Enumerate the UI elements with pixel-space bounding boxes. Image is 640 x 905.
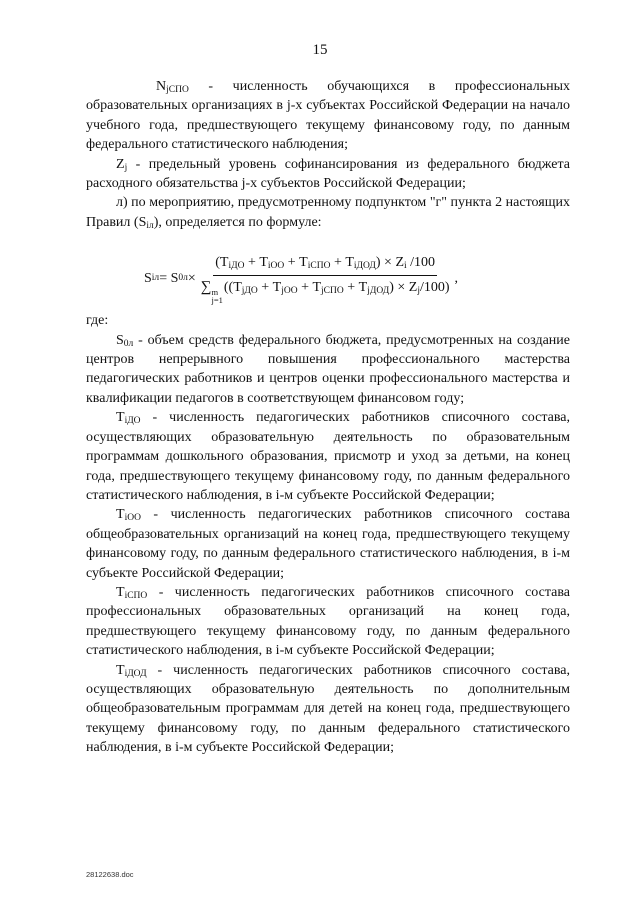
formula-fraction (199, 253, 452, 303)
definition-t-idod: $T_{iДОД}$ - численность педагогических работников списочного состава, осуществляющих образовательную деятельность по дополнительным общеобразовательным программам для детей на конец года, предшествующего текущему финансовому году, по данным федерального статистического наблюдения, в i-м субъекте Российской Федерации; (86, 662, 570, 756)
definition-n-jspo: $N_{jСПО}$ - численность обучающихся в профессиональных образовательных организациях в j-х субъектах Российской Федерации на начало учебного года, предшествующего текущему финансовому году, по данным федерального статистического наблюдения; (86, 79, 570, 153)
definition-t-ioo: $T_{iОО}$ - численность педагогических работников списочного состава общеобразовательных организаций на конец года, предшествующего текущему финансовому году, по данным федерального статистического наблюдения, в i-м субъекте Российской Федерации; (86, 507, 570, 581)
formula: S iл = S 0л × $(T_{iДО} + T_{iОО} + T_{iСПО} + T_{iДОД}) \times Z_i$ /100 ∑ m j=1 $((T_{jДО} + T_{jОО} + T_{jСПО} + T_{jДОД}) \times Z_j/100)$ , (144, 255, 459, 305)
formula-numerator: $(T_{iДО} + T_{iОО} + T_{iСПО} + T_{iДОД}) \times Z_i$ /100 (213, 253, 437, 275)
definition-s0: $S_{0л}$ - объем средств федерального бюджета, предусмотренных на создание центров непрерывного повышения профессионального мастерства педагогических работников и центров оценки профессионального мастерства и квалификации педагогов в соответствующем финансовом году; (86, 332, 570, 406)
where-label: где: (86, 313, 109, 329)
paragraph-l: л) по мероприятию, предусмотренному подпунктом "г" пункта 2 настоящих Правил $(S_{iл})$, определяется по формуле: (86, 195, 570, 231)
definition-t-ido: $T_{iДО}$ - численность педагогических работников списочного состава, осуществляющих образовательную деятельность по образовательным программам дошкольного образования, присмотр и уход за детьми, на конец года, предшествующего текущему финансовому году, по данным федерального статистического наблюдения, в i-м субъекте Российской Федерации; (86, 410, 570, 503)
document-filename: 28122638.doc (86, 870, 134, 879)
page-number: 15 (312, 42, 328, 58)
definition-t-ispo: $T_{iСПО}$ - численность педагогических работников списочного состава профессиональных образовательных организаций на конец года, предшествующего текущему финансовому году, по данным федерального статистического наблюдения, в i-м субъекте Российской Федерации; (86, 584, 570, 659)
document-body (86, 77, 570, 758)
formula-denominator: ∑ m j=1 $((T_{jДО} + T_{jОО} + T_{jСПО} + T_{jДОД}) \times Z_j/100)$ (200, 278, 450, 305)
formula-block (86, 233, 570, 311)
definition-z-j: $Z_j$ - предельный уровень софинансирования из федерального бюджета расходного обязательства j-х субъектов Российской Федерации; (86, 156, 570, 192)
